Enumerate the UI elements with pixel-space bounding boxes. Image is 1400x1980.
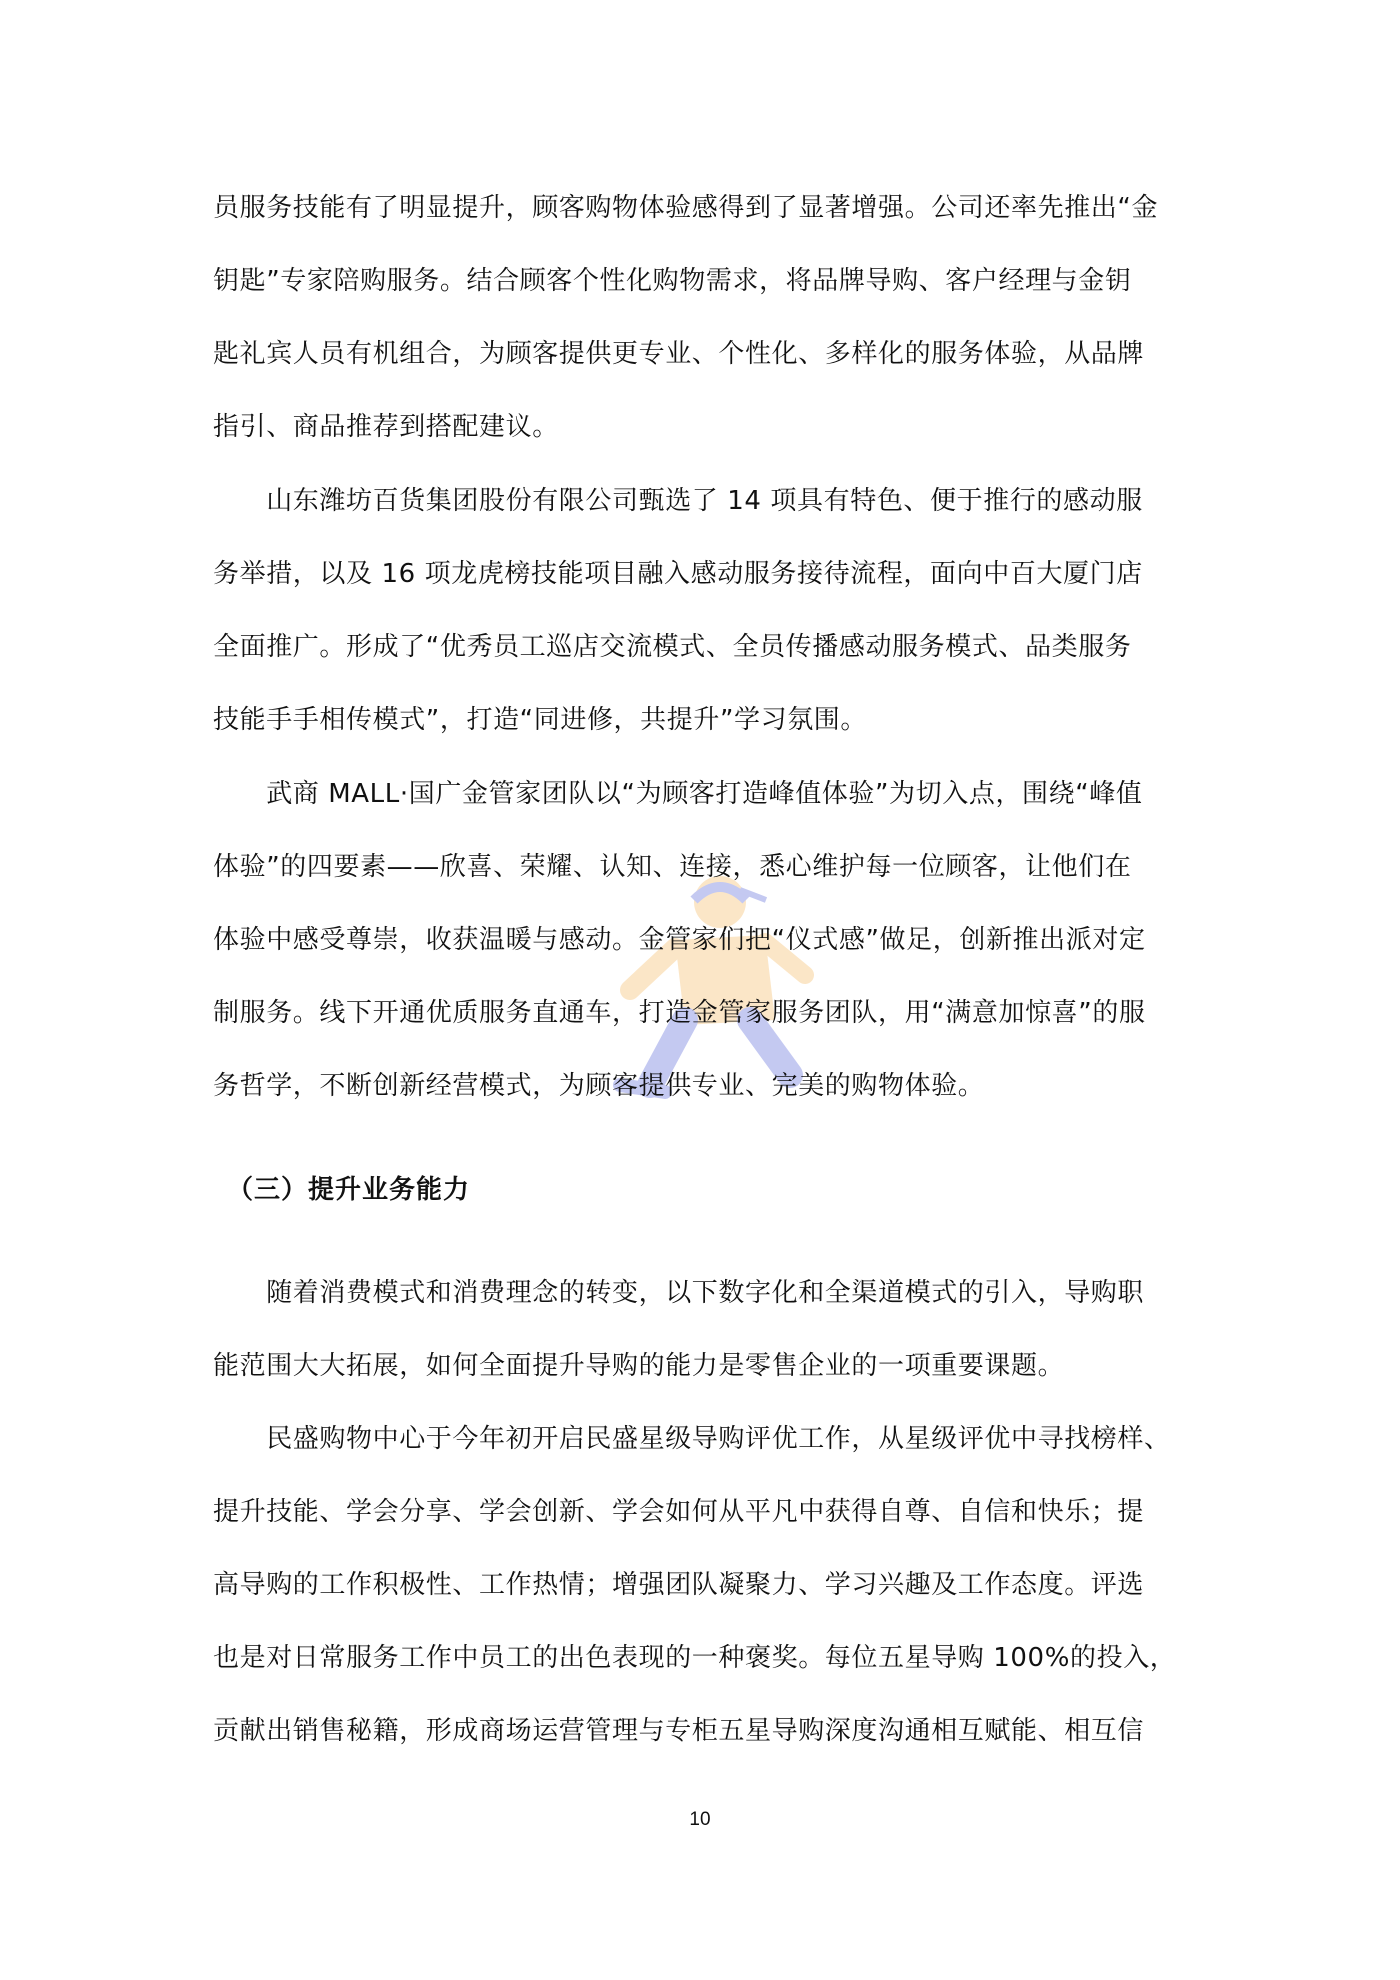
body-text-line: 体验中感受尊崇，收获温暖与感动。金管家们把“仪式感”做足，创新推出派对定 bbox=[213, 925, 1146, 955]
body-text-line: 制服务。线下开通优质服务直通车，打造金管家服务团队，用“满意加惊喜”的服 bbox=[213, 998, 1146, 1028]
body-text-line: 务哲学，不断创新经营模式，为顾客提供专业、完美的购物体验。 bbox=[213, 1071, 985, 1101]
body-text-line: 匙礼宾人员有机组合，为顾客提供更专业、个性化、多样化的服务体验，从品牌 bbox=[213, 339, 1145, 369]
body-text-line: 也是对日常服务工作中员工的出色表现的一种褒奖。每位五星导购 100%的投入， bbox=[213, 1643, 1177, 1673]
body-text-line: 务举措，以及 16 项龙虎榜技能项目融入感动服务接待流程，面向中百大厦门店 bbox=[213, 559, 1143, 589]
body-text-line: 民盛购物中心于今年初开启民盛星级导购评优工作，从星级评优中寻找榜样、 bbox=[213, 1424, 1171, 1454]
body-text-line: 技能手手相传模式”，打造“同进修，共提升”学习氛围。 bbox=[213, 705, 868, 735]
page-number: 10 bbox=[689, 1809, 711, 1830]
body-text-line: 武商 MALL·国广金管家团队以“为顾客打造峰值体验”为切入点，围绕“峰值 bbox=[213, 779, 1143, 809]
body-text-line: 随着消费模式和消费理念的转变，以下数字化和全渠道模式的引入，导购职 bbox=[213, 1278, 1145, 1308]
section-heading: （三）提升业务能力 bbox=[213, 1175, 471, 1205]
body-text-line: 指引、商品推荐到搭配建议。 bbox=[213, 412, 559, 442]
body-text-line: 贡献出销售秘籍，形成商场运营管理与专柜五星导购深度沟通相互赋能、相互信 bbox=[213, 1716, 1145, 1746]
body-text-line: 提升技能、学会分享、学会创新、学会如何从平凡中获得自尊、自信和快乐；提 bbox=[213, 1497, 1145, 1527]
body-text-line: 山东潍坊百货集团股份有限公司甄选了 14 项具有特色、便于推行的感动服 bbox=[213, 486, 1143, 516]
body-text-line: 员服务技能有了明显提升，顾客购物体验感得到了显著增强。公司还率先推出“金 bbox=[213, 193, 1159, 223]
body-text-line: 体验”的四要素——欣喜、荣耀、认知、连接，悉心维护每一位顾客，让他们在 bbox=[213, 852, 1132, 882]
body-text-line: 钥匙”专家陪购服务。结合顾客个性化购物需求，将品牌导购、客户经理与金钥 bbox=[213, 266, 1132, 296]
body-text-line: 能范围大大拓展，如何全面提升导购的能力是零售企业的一项重要课题。 bbox=[213, 1351, 1065, 1381]
body-text-line: 全面推广。形成了“优秀员工巡店交流模式、全员传播感动服务模式、品类服务 bbox=[213, 632, 1132, 662]
body-text-line: 高导购的工作积极性、工作热情；增强团队凝聚力、学习兴趣及工作态度。评选 bbox=[213, 1570, 1145, 1600]
